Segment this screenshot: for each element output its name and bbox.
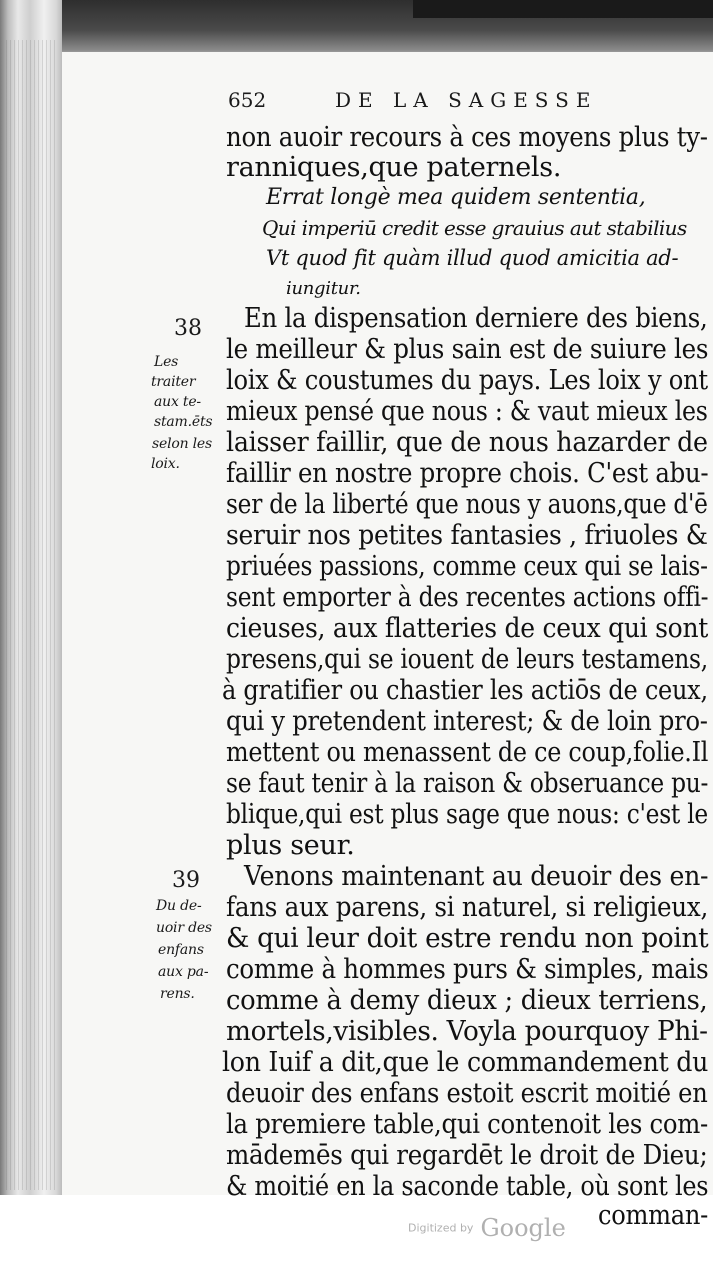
margin-note-39: Du de- (156, 898, 202, 914)
digitized-watermark (408, 1214, 566, 1242)
watermark-prefix: Digitized by (408, 1221, 474, 1235)
body-line: & moitié en la saconde table, où sont les (226, 1171, 709, 1202)
quote-line: Vt quod fit quàm illud quod amicitia ad- (266, 246, 679, 270)
body-line: le meilleur & plus sain est de suiure les (226, 334, 709, 365)
body-line: lon Iuif a dit,que le commandement du (222, 1047, 709, 1078)
section-number-39: 39 (172, 868, 200, 893)
body-line: mortels,visibles. Voyla pourquoy Phi- (226, 1016, 708, 1047)
body-line: qui y pretendent interest; & de loin pro- (226, 706, 708, 737)
margin-note-39: uoir des (156, 920, 212, 936)
body-line: sent emporter à des recentes actions offi- (226, 582, 709, 613)
margin-note-38: loix. (151, 456, 180, 472)
body-line: mādemēs qui regardēt le droit de Dieu; (226, 1140, 708, 1171)
body-line: mieux pensé que nous : & vaut mieux les (226, 396, 708, 427)
margin-note-38: aux te- (154, 394, 201, 410)
running-head: DE LA SAGESSE (335, 88, 598, 112)
margin-note-39: enfans (158, 942, 204, 958)
body-line: loix & coustumes du pays. Les loix y ont (226, 365, 708, 396)
watermark-brand: Google (480, 1214, 566, 1242)
body-line: deuoir des enfans estoit escrit moitié en (226, 1078, 708, 1109)
body-line: comme à hommes purs & simples, mais (226, 954, 709, 985)
body-line: la premiere table,qui contenoit les com- (226, 1109, 708, 1140)
body-line: ser de la liberté que nous y auons,que d'ē (226, 489, 708, 520)
body-line: faillir en nostre propre chois. C'est abu- (226, 458, 709, 489)
body-line: comme à demy dieux ; dieux terriens, (226, 985, 708, 1016)
margin-note-38: Les (154, 354, 179, 370)
body-line: & qui leur doit estre rendu non point (226, 923, 709, 954)
body-line: cieuses, aux flatteries de ceux qui sont (226, 613, 709, 644)
body-line: ranniques,que paternels. (226, 152, 562, 183)
body-line: se faut tenir à la raison & obseruance pu- (226, 768, 709, 799)
body-line: priuées passions, comme ceux qui se lais- (226, 551, 708, 582)
quote-line: Qui imperiū credit esse grauius aut stabilius (262, 216, 687, 240)
quote-line: iungitur. (286, 278, 361, 299)
body-line: seruir nos petites fantasies , friuoles & (226, 520, 708, 551)
margin-note-39: rens. (160, 986, 195, 1002)
body-line: fans aux parens, si naturel, si religieux, (226, 892, 709, 923)
catchword: comman- (598, 1200, 709, 1231)
body-line: En la dispensation derniere des biens, (244, 303, 708, 334)
body-line: Venons maintenant au deuoir des en- (244, 861, 709, 892)
body-line: non auoir recours à ces moyens plus ty- (226, 122, 708, 153)
top-dark-edge (413, 0, 713, 18)
body-line: à gratifier ou chastier les actiōs de ceux, (222, 675, 708, 706)
page-edge-lines (6, 40, 56, 1190)
margin-note-38: stam.ēts (154, 414, 213, 430)
body-line: mettent ou menassent de ce coup,folie.Il (226, 737, 709, 768)
page-number: 652 (228, 88, 267, 112)
body-line: presens,qui se iouent de leurs testamens, (226, 644, 708, 675)
body-line: laisser faillir, que de nous hazarder de (226, 427, 708, 458)
body-line: plus seur. (226, 830, 355, 861)
body-line: blique,qui est plus sage que nous: c'est le (226, 799, 708, 830)
margin-note-39: aux pa- (158, 964, 209, 980)
quote-line: Errat longè mea quidem sententia, (266, 185, 646, 210)
margin-note-38: traiter (151, 374, 196, 390)
section-number-38: 38 (174, 316, 202, 341)
book-page-edges (0, 0, 62, 1195)
margin-note-38: selon les (152, 436, 212, 452)
